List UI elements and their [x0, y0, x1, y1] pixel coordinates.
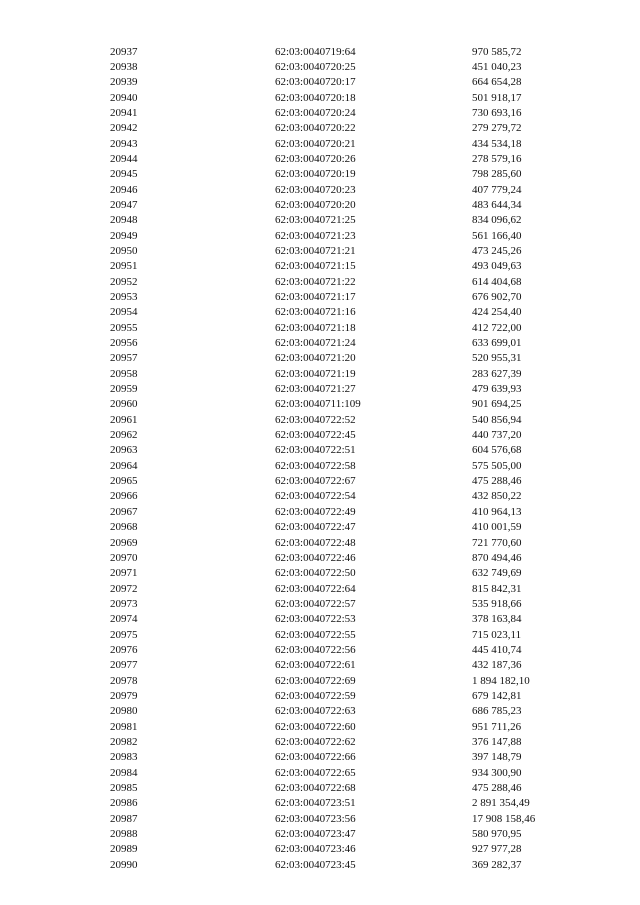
cadastral-number: 62:03:0040721:19: [275, 367, 356, 380]
table-row: [110, 459, 580, 474]
cadastral-number: 62:03:0040719:64: [275, 45, 356, 58]
table-row: [110, 413, 580, 428]
cadastral-number: 62:03:0040721:18: [275, 321, 356, 334]
row-number: 20972: [110, 582, 138, 595]
amount-value: 834 096,62: [472, 214, 522, 227]
row-number: 20944: [110, 152, 138, 165]
cadastral-number: 62:03:0040720:25: [275, 60, 356, 73]
row-number: 20970: [110, 551, 138, 564]
amount-value: 369 282,37: [472, 858, 522, 871]
cadastral-number: 62:03:0040722:55: [275, 628, 356, 641]
amount-value: 434 534,18: [472, 137, 522, 150]
row-number: 20948: [110, 214, 138, 227]
cadastral-number: 62:03:0040722:62: [275, 735, 356, 748]
table-row: [110, 720, 580, 735]
cadastral-number: 62:03:0040721:15: [275, 260, 356, 273]
cadastral-number: 62:03:0040722:63: [275, 705, 356, 718]
row-number: 20983: [110, 751, 138, 764]
amount-value: 721 770,60: [472, 536, 522, 549]
row-number: 20952: [110, 275, 138, 288]
row-number: 20963: [110, 444, 138, 457]
row-number: 20986: [110, 797, 138, 810]
table-row: [110, 781, 580, 796]
amount-value: 927 977,28: [472, 843, 522, 856]
row-number: 20953: [110, 291, 138, 303]
table-row: [110, 229, 580, 244]
cadastral-number: 62:03:0040721:23: [275, 229, 356, 242]
table-row: [110, 796, 580, 811]
row-number: 20984: [110, 766, 138, 779]
amount-value: 934 300,90: [472, 766, 522, 779]
row-number: 20981: [110, 720, 138, 733]
cadastral-number: 62:03:0040722:52: [275, 413, 356, 426]
table-row: [110, 75, 580, 90]
row-number: 20966: [110, 490, 138, 503]
amount-value: 501 918,17: [472, 91, 522, 104]
amount-value: 561 166,40: [472, 229, 522, 242]
cadastral-number: 62:03:0040721:20: [275, 352, 356, 365]
amount-value: 535 918,66: [472, 597, 522, 610]
cadastral-number: 62:03:0040723:45: [275, 858, 356, 871]
cadastral-number: 62:03:0040722:47: [275, 521, 356, 534]
row-number: 20969: [110, 536, 138, 549]
cadastral-number: 62:03:0040722:45: [275, 429, 356, 442]
table-row: [110, 290, 580, 305]
row-number: 20959: [110, 383, 138, 396]
table-row: [110, 612, 580, 627]
table-row: [110, 106, 580, 121]
amount-value: 633 699,01: [472, 337, 522, 350]
row-number: 20989: [110, 843, 138, 856]
row-number: 20971: [110, 567, 138, 580]
amount-value: 664 654,28: [472, 76, 522, 89]
table-row: [110, 60, 580, 75]
table-row: [110, 766, 580, 781]
row-number: 20940: [110, 91, 138, 104]
row-number: 20978: [110, 674, 138, 687]
cadastral-number: 62:03:0040721:17: [275, 291, 356, 303]
cadastral-number: 62:03:0040722:61: [275, 659, 356, 672]
amount-value: 424 254,40: [472, 306, 522, 319]
row-number: 20979: [110, 689, 138, 702]
table-row: [110, 658, 580, 673]
amount-value: 483 644,34: [472, 198, 522, 211]
row-number: 20980: [110, 705, 138, 718]
cadastral-number: 62:03:0040721:27: [275, 383, 356, 396]
table-row: [110, 428, 580, 443]
amount-value: 715 023,11: [472, 628, 522, 641]
row-number: 20974: [110, 613, 138, 626]
table-row: [110, 505, 580, 520]
amount-value: 479 639,93: [472, 383, 522, 396]
cadastral-number: 62:03:0040721:22: [275, 275, 356, 288]
row-number: 20967: [110, 505, 138, 518]
table-row: [110, 397, 580, 412]
table-row: [110, 689, 580, 704]
cadastral-number: 62:03:0040721:21: [275, 244, 356, 257]
row-number: 20939: [110, 76, 138, 89]
table-row: [110, 152, 580, 167]
table-row: [110, 91, 580, 106]
cadastral-number: 62:03:0040711:109: [275, 398, 361, 411]
amount-value: 378 163,84: [472, 613, 522, 626]
row-number: 20964: [110, 459, 138, 472]
cadastral-number: 62:03:0040721:25: [275, 214, 356, 227]
cadastral-number: 62:03:0040721:24: [275, 337, 356, 350]
cadastral-number: 62:03:0040720:23: [275, 183, 356, 196]
amount-value: 614 404,68: [472, 275, 522, 288]
cadastral-number: 62:03:0040722:48: [275, 536, 356, 549]
amount-value: 679 142,81: [472, 689, 522, 702]
table-row: [110, 566, 580, 581]
row-number: 20973: [110, 597, 138, 610]
table-row: [110, 842, 580, 857]
amount-value: 604 576,68: [472, 444, 522, 457]
cadastral-number: 62:03:0040722:64: [275, 582, 356, 595]
amount-value: 410 964,13: [472, 505, 522, 518]
cadastral-number: 62:03:0040723:51: [275, 797, 356, 810]
row-number: 20988: [110, 828, 138, 841]
amount-value: 901 694,25: [472, 398, 522, 411]
amount-value: 475 288,46: [472, 782, 522, 794]
row-number: 20962: [110, 429, 138, 442]
cadastral-number: 62:03:0040723:56: [275, 812, 356, 825]
row-number: 20942: [110, 122, 138, 135]
row-number: 20957: [110, 352, 138, 365]
table-row: [110, 121, 580, 136]
table-row: [110, 443, 580, 458]
amount-value: 1 894 182,10: [472, 674, 530, 687]
amount-value: 730 693,16: [472, 106, 522, 119]
table-row: [110, 597, 580, 612]
cadastral-number: 62:03:0040722:54: [275, 490, 356, 503]
amount-value: 445 410,74: [472, 643, 522, 656]
amount-value: 676 902,70: [472, 291, 522, 303]
table-row: [110, 213, 580, 228]
table-row: [110, 305, 580, 320]
table-row: [110, 167, 580, 182]
table-row: [110, 750, 580, 765]
cadastral-number: 62:03:0040723:47: [275, 828, 356, 841]
table-row: [110, 582, 580, 597]
table-row: [110, 520, 580, 535]
cadastral-number: 62:03:0040722:57: [275, 597, 356, 610]
row-number: 20951: [110, 260, 138, 273]
table-row: [110, 704, 580, 719]
cadastral-number: 62:03:0040722:49: [275, 505, 356, 518]
cadastral-number: 62:03:0040720:20: [275, 198, 356, 211]
row-number: 20960: [110, 398, 138, 411]
cadastral-number: 62:03:0040722:59: [275, 689, 356, 702]
row-number: 20985: [110, 782, 138, 794]
amount-value: 798 285,60: [472, 168, 522, 181]
row-number: 20968: [110, 521, 138, 534]
amount-value: 412 722,00: [472, 321, 522, 334]
table-row: [110, 643, 580, 658]
cadastral-number: 62:03:0040722:65: [275, 766, 356, 779]
row-number: 20990: [110, 858, 138, 871]
cadastral-number: 62:03:0040722:67: [275, 475, 356, 488]
table-row: [110, 858, 580, 873]
row-number: 20976: [110, 643, 138, 656]
amount-value: 2 891 354,49: [472, 797, 530, 810]
amount-value: 17 908 158,46: [472, 812, 536, 825]
row-number: 20987: [110, 812, 138, 825]
amount-value: 440 737,20: [472, 429, 522, 442]
cadastral-number: 62:03:0040721:16: [275, 306, 356, 319]
amount-value: 540 856,94: [472, 413, 522, 426]
cadastral-number: 62:03:0040723:46: [275, 843, 356, 856]
row-number: 20945: [110, 168, 138, 181]
amount-value: 278 579,16: [472, 152, 522, 165]
table-row: [110, 259, 580, 274]
amount-value: 473 245,26: [472, 244, 522, 257]
table-row: [110, 336, 580, 351]
table-row: [110, 536, 580, 551]
amount-value: 580 970,95: [472, 828, 522, 841]
amount-value: 951 711,26: [472, 720, 522, 733]
table-row: [110, 367, 580, 382]
table-row: [110, 551, 580, 566]
table-row: [110, 351, 580, 366]
cadastral-number: 62:03:0040722:46: [275, 551, 356, 564]
table-row: [110, 827, 580, 842]
cadastral-number: 62:03:0040720:26: [275, 152, 356, 165]
row-number: 20943: [110, 137, 138, 150]
table-row: [110, 183, 580, 198]
cadastral-number: 62:03:0040720:18: [275, 91, 356, 104]
cadastral-number: 62:03:0040722:60: [275, 720, 356, 733]
table-row: [110, 244, 580, 259]
table-row: [110, 137, 580, 152]
amount-value: 520 955,31: [472, 352, 522, 365]
table-row: [110, 198, 580, 213]
amount-value: 407 779,24: [472, 183, 522, 196]
cadastral-number: 62:03:0040722:58: [275, 459, 356, 472]
record-table: [110, 45, 580, 874]
row-number: 20975: [110, 628, 138, 641]
cadastral-number: 62:03:0040722:56: [275, 643, 356, 656]
table-row: [110, 45, 580, 60]
row-number: 20982: [110, 735, 138, 748]
cadastral-number: 62:03:0040720:22: [275, 122, 356, 135]
table-row: [110, 674, 580, 689]
cadastral-number: 62:03:0040722:53: [275, 613, 356, 626]
cadastral-number: 62:03:0040722:51: [275, 444, 356, 457]
table-row: [110, 275, 580, 290]
amount-value: 410 001,59: [472, 521, 522, 534]
cadastral-number: 62:03:0040720:21: [275, 137, 356, 150]
row-number: 20941: [110, 106, 138, 119]
cadastral-number: 62:03:0040722:69: [275, 674, 356, 687]
amount-value: 475 288,46: [472, 475, 522, 488]
row-number: 20955: [110, 321, 138, 334]
row-number: 20965: [110, 475, 138, 488]
amount-value: 815 842,31: [472, 582, 522, 595]
amount-value: 686 785,23: [472, 705, 522, 718]
cadastral-number: 62:03:0040720:17: [275, 76, 356, 89]
row-number: 20938: [110, 60, 138, 73]
row-number: 20946: [110, 183, 138, 196]
row-number: 20947: [110, 198, 138, 211]
table-row: [110, 489, 580, 504]
amount-value: 432 850,22: [472, 490, 522, 503]
table-row: [110, 735, 580, 750]
row-number: 20949: [110, 229, 138, 242]
table-row: [110, 628, 580, 643]
cadastral-number: 62:03:0040720:19: [275, 168, 356, 181]
amount-value: 279 279,72: [472, 122, 522, 135]
table-row: [110, 812, 580, 827]
table-row: [110, 382, 580, 397]
amount-value: 970 585,72: [472, 45, 522, 58]
row-number: 20954: [110, 306, 138, 319]
row-number: 20950: [110, 244, 138, 257]
amount-value: 451 040,23: [472, 60, 522, 73]
row-number: 20956: [110, 337, 138, 350]
row-number: 20961: [110, 413, 138, 426]
row-number: 20958: [110, 367, 138, 380]
table-row: [110, 474, 580, 489]
amount-value: 397 148,79: [472, 751, 522, 764]
row-number: 20937: [110, 45, 138, 58]
row-number: 20977: [110, 659, 138, 672]
amount-value: 870 494,46: [472, 551, 522, 564]
cadastral-number: 62:03:0040720:24: [275, 106, 356, 119]
cadastral-number: 62:03:0040722:66: [275, 751, 356, 764]
cadastral-number: 62:03:0040722:68: [275, 782, 356, 794]
table-row: [110, 321, 580, 336]
amount-value: 575 505,00: [472, 459, 522, 472]
amount-value: 432 187,36: [472, 659, 522, 672]
cadastral-number: 62:03:0040722:50: [275, 567, 356, 580]
amount-value: 376 147,88: [472, 735, 522, 748]
amount-value: 493 049,63: [472, 260, 522, 273]
amount-value: 632 749,69: [472, 567, 522, 580]
amount-value: 283 627,39: [472, 367, 522, 380]
